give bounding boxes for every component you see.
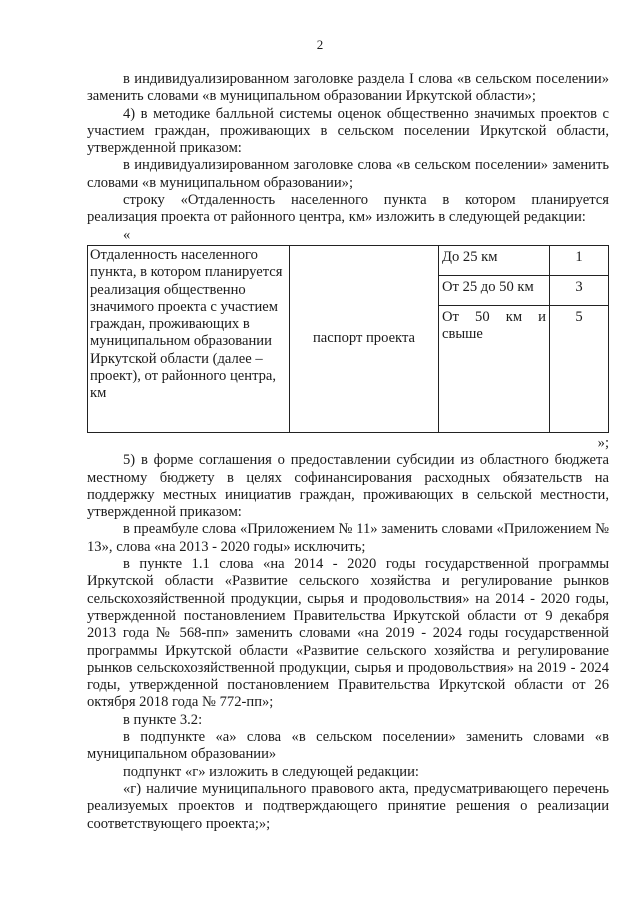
points-cell: 3 xyxy=(550,275,609,305)
paragraph: «г) наличие муниципального правового акта, предусматривающего перечень реализуемых проектов и подтверждающего принятие решения о реализации соответствующего проекта;»; xyxy=(87,780,609,832)
paragraph: в подпункте «а» слова «в сельском поселении» заменить словами «в муниципальном образовании» xyxy=(87,729,609,763)
source-cell: паспорт проекта xyxy=(290,245,439,432)
paragraph: в пункте 3.2: xyxy=(123,711,203,728)
paragraph: в пункте 1.1 слова «на 2014 - 2020 годы государственной программы Иркутской области «Развитие сельского хозяйства и регулирование рынков сельскохозяйственной продукции, сырья и продовольствия» на 2014 - 2020 годы, утвержденной постановлением Правительства Иркутской области от 9 декабря 2013 года № 568-пп» заменить словами «на 2019 - 2024 годы государственной программы Иркутской области «Развитие сельского хозяйства и регулирование рынков сельскохозяйственной продукции, сырья и продовольствия» на 2019 - 2024 годы, утвержденной постановлением Правительства Иркутской области от 26 октября 2018 года № 772-пп»; xyxy=(87,556,609,711)
page-number: 2 xyxy=(316,37,324,52)
table-row xyxy=(88,245,609,275)
paragraph: в преамбуле слова «Приложением № 11» заменить словами «Приложением № 13», слова «на 2013 - 2020 годы» исключить; xyxy=(87,521,609,555)
points-cell: 1 xyxy=(550,245,609,275)
range-line: От 50 км и xyxy=(442,308,546,325)
range-cell xyxy=(439,305,550,432)
document-body xyxy=(87,71,609,833)
range-cell: От 25 до 50 км xyxy=(439,275,550,305)
range-cell: До 25 км xyxy=(439,245,550,275)
close-quote: »; xyxy=(597,434,609,451)
criterion-cell: Отдаленность населенного пункта, в котором планируется реализация общественно значимого проекта с участием граждан, проживающих в муниципальном образовании Иркутской области (далее – проект), от районного центра, км xyxy=(88,245,290,432)
points-cell: 5 xyxy=(550,305,609,432)
paragraph: подпункт «г» изложить в следующей редакции: xyxy=(123,763,419,780)
paragraph: 5) в форме соглашения о предоставлении субсидии из областного бюджета местному бюджету в целях софинансирования расходных обязательств на поддержку местных инициатив граждан, проживающих в сельской местности, утвержденной приказом: xyxy=(87,452,609,521)
open-quote: « xyxy=(123,226,131,243)
scoring-table xyxy=(87,245,609,433)
paragraph: в индивидуализированном заголовке слова «в сельском поселении» заменить словами «в муниципальном образовании»; xyxy=(87,157,609,191)
paragraph: 4) в методике балльной системы оценок общественно значимых проектов с участием граждан, проживающих в сельском поселении Иркутской области, утвержденной приказом: xyxy=(87,105,609,157)
paragraph: в индивидуализированном заголовке раздела I слова «в сельском поселении» заменить словами «в муниципальном образовании Иркутской области»; xyxy=(87,71,609,105)
paragraph: строку «Отдаленность населенного пункта в котором планируется реализация проекта от районного центра, км» изложить в следующей редакции: xyxy=(87,192,609,226)
range-line: свыше xyxy=(442,326,483,343)
